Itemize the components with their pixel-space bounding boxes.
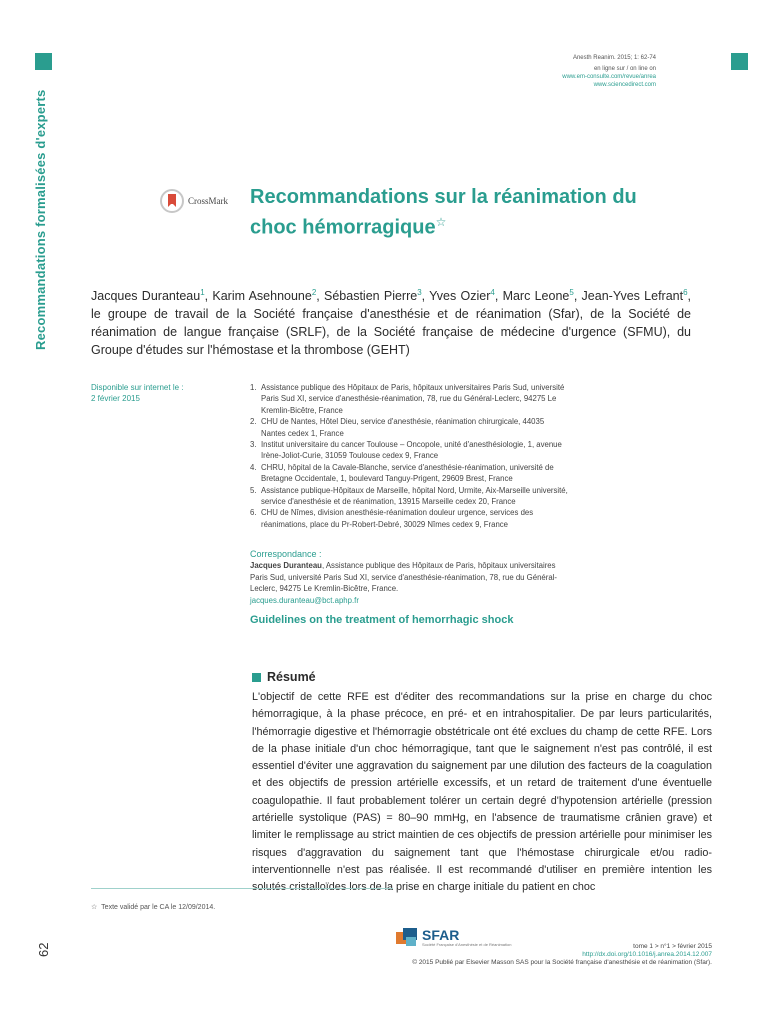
sfar-subtitle: Société Française d'Anesthésie et de Réanimation	[422, 942, 512, 947]
online-label: en ligne sur / on line on	[593, 66, 656, 72]
footnote-text: Texte validé par le CA le 12/09/2014.	[101, 904, 216, 911]
issue-info: tome 1 > n°1 > février 2015	[633, 943, 712, 950]
author-name: Jean-Yves Lefrant	[581, 289, 684, 304]
doi-link[interactable]: http://dx.doi.org/10.1016/j.anrea.2014.12.007	[582, 951, 712, 958]
affiliation-text: CHRU, hôpital de la Cavale-Blanche, service d'anesthésie-réanimation, université de Bretagne Occidentale, 1, boulevard Tanguy-Prigent, 29609 Brest, France	[261, 462, 554, 484]
author-block: Jacques Duranteau$^1$, Karim Asehnoune$^2$, Sébastien Pierre$^3$, Yves Ozier$^4$, Marc Leone$^5$, Jean-Yves Lefrant$^6$, le groupe de travail de la Société française d'anesthésie et de réanimation (Sfar), de la Société de réanimation de langue française (SRLF), de la Société française de médecine d'urgence (SFMU), du Groupe d'études sur l'hémostase et la thrombose (GEHT)	[91, 288, 692, 358]
author-affiliation-ref[interactable]: 6	[683, 288, 688, 297]
footnote	[91, 903, 215, 911]
sfar-name: SFAR	[422, 927, 460, 943]
corner-square-left	[35, 53, 52, 70]
crossmark-label: CrossMark	[188, 196, 228, 206]
affiliation-list	[250, 382, 570, 530]
resume-heading	[252, 670, 316, 684]
title-line-1: Recommandations sur la réanimation du	[250, 186, 637, 208]
availability-date: 2 février 2015	[91, 394, 140, 403]
crossmark-badge[interactable]	[160, 189, 228, 213]
copyright-text: © 2015 Publié par Elsevier Masson SAS pour la Société française d'anesthésie et de réanimation (Sfar).	[412, 959, 712, 966]
resume-paragraph: L'objectif de cette RFE est d'éditer des recommandations sur la prise en charge du choc hémorragique, à la phase précoce, en pré- et en intrahospitalier. De par leurs particularités, l'hémorragie digestive et l'hémorragie obstétricale ont été exclues du champ de cette RFE. Lors de la phase initiale d'un choc hémorragique, tant que le saignement n'est pas contrôlé, il est essentiel d'éviter une aggravation du saignement par une dilution des facteurs de la coagulation et des objectifs de pression artérielle excessifs, et un retard de traitement d'une éventuelle coagulopathie. Il faut probablement tolérer un certain degré d'hypotension artérielle (pression artérielle systolique (PAS) = 80–90 mmHg, en l'absence de traumatisme crânien grave) et limiter le remplissage au strict maintien de ces objectifs de pression artérielle pour minimiser les risques d'aggravation du saignement tant que l'hémostase chirurgicale et/ou radio-interventionnelle n'est pas réalisée. Il est recommandé d'utiliser en première intention les solutés cristalloïdes lors de la prise en charge initiale du patient en choc	[252, 691, 712, 894]
em-consulte-link[interactable]: www.em-consulte.com/revue/anrea	[562, 74, 656, 80]
correspondence-address	[250, 560, 570, 594]
author-affiliation-ref[interactable]: 1	[200, 288, 205, 297]
article-title	[250, 185, 690, 241]
affiliation-text: Assistance publique-Hôpitaux de Marseille, hôpital Nord, Urmite, Aix-Marseille université, service d'anesthésie et de réanimation, 13915 Marseille cedex 20, France	[261, 485, 568, 507]
english-title: Guidelines on the treatment of hemorrhagic shock	[250, 614, 514, 626]
affiliation-number: 1.	[250, 383, 257, 392]
affiliation-item	[250, 439, 570, 462]
crossmark-icon	[160, 189, 184, 213]
resume-heading-text: Résumé	[267, 670, 316, 684]
affiliation-number: 6.	[250, 508, 257, 518]
author-affiliation-ref[interactable]: 4	[490, 288, 495, 297]
affiliation-item	[250, 462, 570, 485]
author-name: Marc Leone	[502, 289, 570, 304]
author-name: Yves Ozier	[429, 289, 491, 304]
footnote-star: ☆	[91, 904, 98, 911]
page-number: 62	[36, 942, 51, 957]
author-affiliation-ref[interactable]: 2	[311, 288, 317, 297]
correspondence-email-link[interactable]: jacques.duranteau@bct.aphp.fr	[250, 595, 359, 605]
affiliation-text: Institut universitaire du cancer Toulouse – Oncopole, unité d'anesthésiologie, 1, avenue Irène-Joliot-Curie, 31059 Toulouse cedex 9, France	[261, 440, 562, 461]
sciencedirect-link[interactable]: www.sciencedirect.com	[593, 82, 656, 88]
bottom-reference	[412, 943, 712, 967]
author-name: Sébastien Pierre	[324, 289, 418, 304]
title-footnote-star[interactable]: ☆	[435, 215, 447, 229]
journal-citation: Anesth Reanim. 2015; 1: 62-74	[572, 55, 656, 61]
correspondence-address-text: , Assistance publique des Hôpitaux de Paris, hôpitaux universitaires Paris Sud, université Paris Sud XI, service d'anesthésie-réanimation, 78, rue du Général-Leclerc, 94275 Le Kremlin-Bicêtre, France.	[250, 561, 558, 594]
author-affiliation-ref[interactable]: 5	[569, 288, 574, 297]
title-line-2	[250, 210, 690, 241]
side-section-label: Recommandations formalisées d'experts	[33, 90, 48, 351]
affiliation-text: CHU de Nîmes, division anesthésie-réanimation douleur urgence, services des réanimations, place du Pr-Robert-Debré, 30029 Nîmes cedex 9, France	[261, 508, 534, 529]
corner-square-right	[731, 53, 748, 70]
title-line-2-text: choc hémorragique	[250, 216, 436, 239]
availability-info	[91, 382, 231, 404]
journal-reference	[562, 54, 656, 89]
correspondence-name: Jacques Duranteau	[250, 561, 322, 571]
correspondence-block	[250, 549, 570, 606]
affiliation-item	[250, 507, 570, 530]
affiliation-number: 5.	[250, 485, 257, 495]
affiliation-text: Assistance publique des Hôpitaux de Paris, hôpitaux universitaires Paris Sud, université Paris Sud XI, service d'anesthésie-réanimation, 78, rue du Général-Leclerc, 94275 Le Kremlin-Bicêtre, France	[261, 383, 565, 415]
affiliation-number: 3.	[250, 440, 257, 450]
author-name: Karim Asehnoune	[212, 289, 312, 304]
author-affiliation-ref[interactable]: 3	[417, 288, 422, 297]
affiliation-item	[250, 416, 570, 439]
correspondence-heading: Correspondance :	[250, 549, 322, 559]
heading-square-icon	[252, 673, 261, 682]
author-name: Jacques Duranteau	[91, 289, 201, 304]
affiliation-item	[250, 485, 570, 508]
working-group-text: le groupe de travail de la Société française d'anesthésie et de réanimation (Sfar), de la Société de réanimation de langue française (SRLF), de la Société française de médecine d'urgence (SFMU), du Groupe d'études sur l'hémostase et la thrombose (GEHT)	[91, 307, 691, 358]
affiliation-text: CHU de Nantes, Hôtel Dieu, service d'anesthésie, réanimation chirurgicale, 44035 Nantes cedex 1, France	[261, 417, 545, 438]
affiliation-item	[250, 382, 570, 416]
footnote-divider	[91, 888, 393, 889]
availability-label: Disponible sur internet le :	[91, 383, 184, 392]
affiliation-number: 2.	[250, 417, 257, 427]
affiliation-number: 4.	[250, 462, 257, 472]
